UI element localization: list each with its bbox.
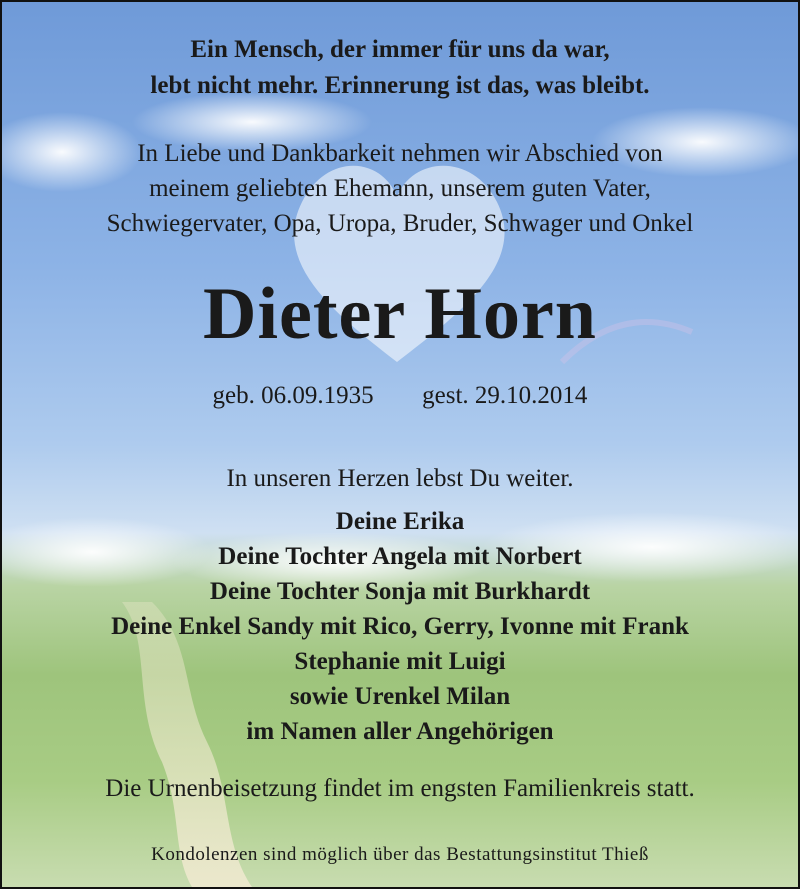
farewell-line-3: Schwiegervater, Opa, Uropa, Bruder, Schwager und Onkel xyxy=(106,210,694,237)
death-date: gest. 29.10.2014 xyxy=(422,382,588,409)
mourner-line: Deine Enkel Sandy mit Rico, Gerry, Ivonne mit Frank xyxy=(111,613,689,640)
sky-meadow-background xyxy=(2,2,798,887)
deceased-name: Dieter Horn xyxy=(203,273,597,355)
intro-line-1: Ein Mensch, der immer für uns da war, xyxy=(190,36,610,63)
mourner-line: Deine Tochter Angela mit Norbert xyxy=(218,543,582,570)
mourner-line: Deine Erika xyxy=(335,508,465,535)
birth-date: geb. 06.09.1935 xyxy=(212,382,374,409)
farewell-line-2: meinem geliebten Ehemann, unserem guten Vater, xyxy=(149,175,651,202)
mourner-line: Deine Tochter Sonja mit Burkhardt xyxy=(209,578,591,605)
condolences-note: Kondolenzen sind möglich über das Bestattungsinstitut Thieß xyxy=(151,844,649,865)
mourner-line: Stephanie mit Luigi xyxy=(294,648,506,675)
mourner-line: sowie Urenkel Milan xyxy=(289,683,511,710)
burial-note: Die Urnenbeisetzung findet im engsten Familienkreis statt. xyxy=(105,775,695,802)
mourner-line: im Namen aller Angehörigen xyxy=(246,718,554,745)
farewell-line-1: In Liebe und Dankbarkeit nehmen wir Abschied von xyxy=(137,140,663,167)
life-dates xyxy=(2,382,798,410)
motto: In unseren Herzen lebst Du weiter. xyxy=(226,465,574,492)
intro-line-2: lebt nicht mehr. Erinnerung ist das, was bleibt. xyxy=(150,72,650,99)
